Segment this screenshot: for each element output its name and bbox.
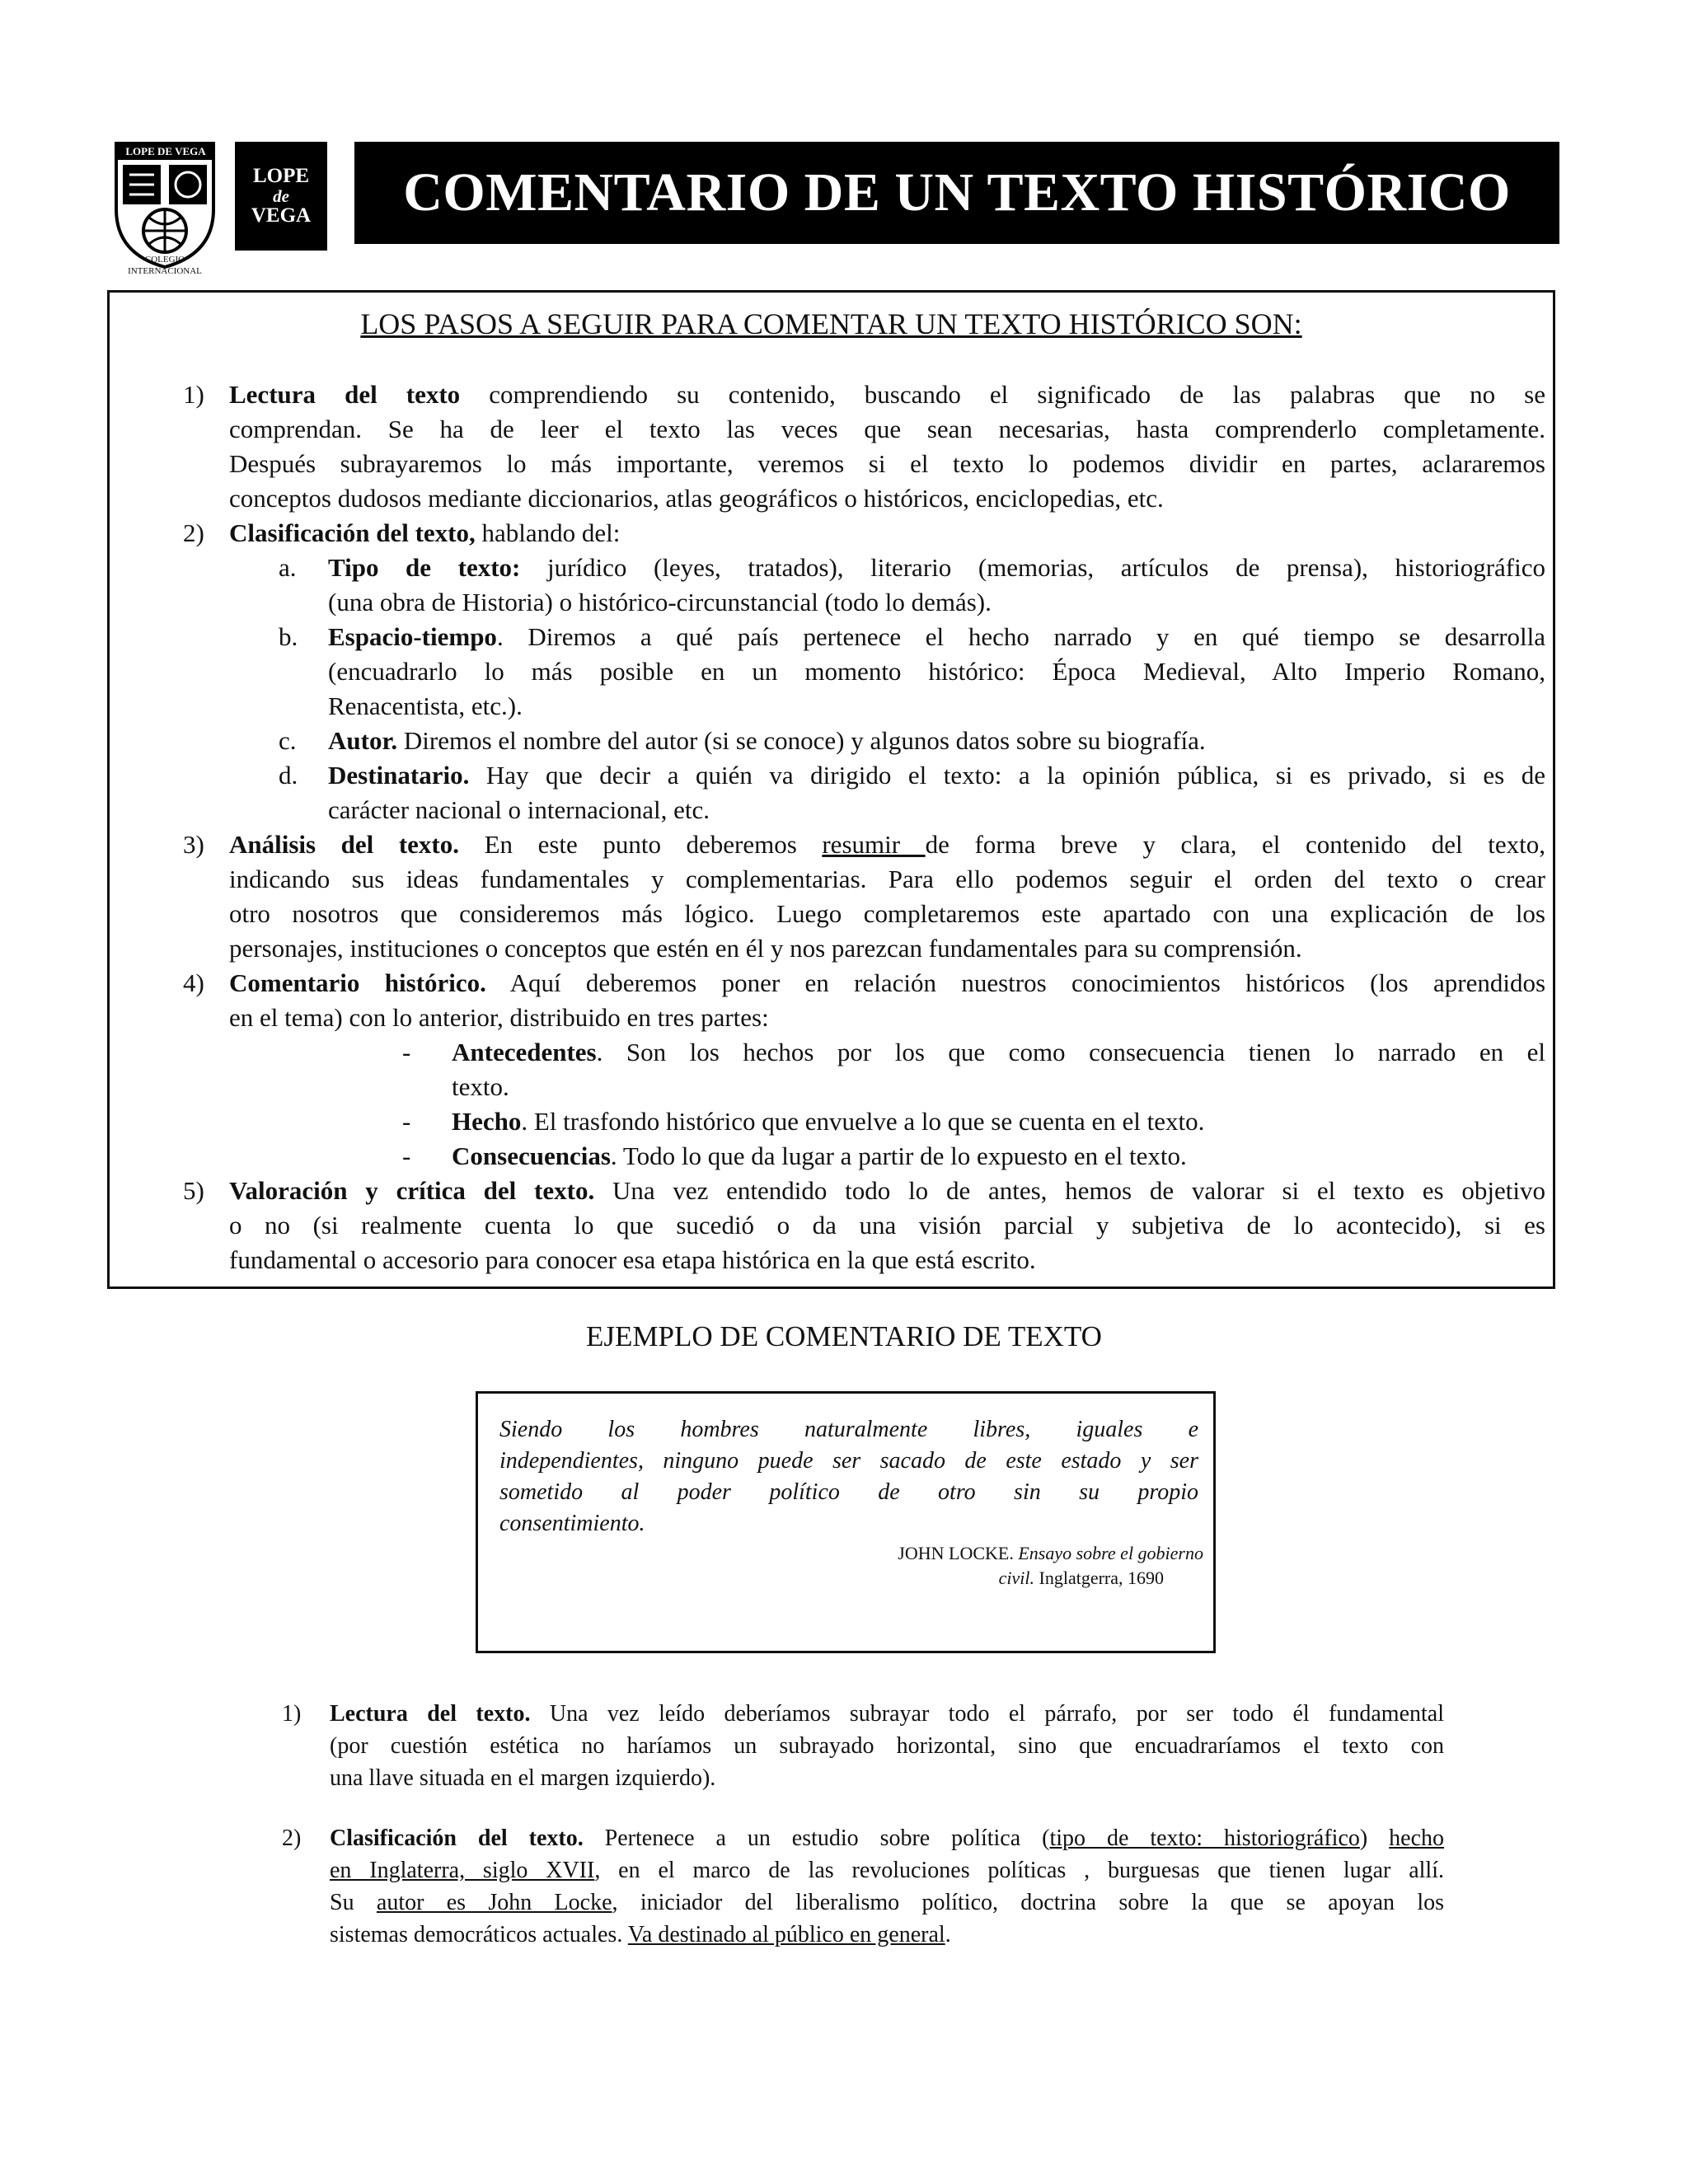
bullet-dash: - xyxy=(402,1141,411,1170)
seal-bottom-text: COLEGIO INTERNACIONAL xyxy=(128,255,202,276)
antecedentes-line-1: Antecedentes. Son los hechos por los que como consecuencia tienen lo narrado en el xyxy=(452,1038,1545,1066)
logo-line-2: de xyxy=(273,185,289,206)
item-a-line-2: (una obra de Historia) o histórico-circunstancial (todo lo demás). xyxy=(328,588,992,616)
step-3-line-1: Análisis del texto. En este punto deberemos resumir de forma breve y clara, el contenido del texto, xyxy=(229,830,1545,859)
bullet-dash: - xyxy=(402,1107,411,1136)
step-1-line-3: Después subrayaremos lo más importante, veremos si el texto lo podemos dividir en partes, aclararemos xyxy=(229,449,1545,478)
item-a-line-1: Tipo de texto: jurídico (leyes, tratados), literario (memorias, artículos de prensa), historiográfico xyxy=(328,553,1545,582)
example-2-line-3: Su autor es John Locke, iniciador del liberalismo político, doctrina sobre la que se apoyan los xyxy=(330,1890,1445,1915)
lope-de-vega-logo xyxy=(235,142,327,251)
item-b-line-1: Espacio-tiempo. Diremos a qué país pertenece el hecho narrado y en qué tiempo se desarrolla xyxy=(328,622,1545,651)
item-d-line-2: carácter nacional o internacional, etc. xyxy=(328,795,710,824)
item-c-line-1: Autor. Diremos el nombre del autor (si se conoce) y algunos datos sobre su biografía. xyxy=(328,726,1206,755)
step-2-number: 2) xyxy=(183,518,204,547)
example-1-line-1: Lectura del texto. Una vez leído deberíamos subrayar todo el párrafo, por ser todo él fundamental xyxy=(330,1701,1445,1727)
consecuencias-line: Consecuencias. Todo lo que da lugar a partir de lo expuesto en el texto. xyxy=(452,1141,1187,1170)
step-4-line-2: en el tema) con lo anterior, distribuido en tres partes: xyxy=(229,1003,769,1032)
seal-top-text: LOPE DE VEGA xyxy=(125,145,206,157)
citation-author: JOHN LOCKE. xyxy=(898,1543,1019,1563)
antecedentes-title: Antecedentes xyxy=(452,1038,597,1066)
quote-citation-line-1 xyxy=(676,1541,1203,1566)
underlined-author: autor es John Locke xyxy=(376,1890,612,1915)
step-5-line-3: fundamental o accesorio para conocer esa etapa histórica en la que está escrito. xyxy=(229,1245,1036,1274)
example-1-title: Lectura del texto. xyxy=(330,1701,531,1727)
item-d-marker: d. xyxy=(279,761,298,790)
example-2-number: 2) xyxy=(282,1825,302,1851)
item-d-line-1: Destinatario. Hay que decir a quién va dirigido el texto: a la opinión pública, si es privado, si es de xyxy=(328,761,1545,790)
example-2-line-4: sistemas democráticos actuales. Va destinado al público en general. xyxy=(330,1922,951,1947)
step-4-line-1: Comentario histórico. Aquí deberemos poner en relación nuestros conocimientos históricos (los aprendidos xyxy=(229,968,1546,997)
consecuencias-title: Consecuencias xyxy=(452,1141,611,1170)
step-3-number: 3) xyxy=(183,830,204,859)
step-5-line-1: Valoración y crítica del texto. Una vez entendido todo lo de antes, hemos de valorar si el texto es objetivo xyxy=(229,1176,1545,1205)
item-b-line-2: (encuadrarlo lo más posible en un momento histórico: Época Medieval, Alto Imperio Romano, xyxy=(328,657,1545,686)
item-c-marker: c. xyxy=(279,726,297,755)
step-3-line-2: indicando sus ideas fundamentales y complementarias. Para ello podemos seguir el orden del texto o crear xyxy=(229,865,1545,893)
quote-line-3: sometido al poder político de otro sin su propio xyxy=(499,1479,1198,1505)
antecedentes-line-2: texto. xyxy=(452,1072,509,1101)
example-heading: EJEMPLO DE COMENTARIO DE TEXTO xyxy=(586,1320,1102,1352)
item-a-marker: a. xyxy=(279,553,297,582)
step-5-line-2: o no (si realmente cuenta lo que sucedió o da una visión parcial y subjetiva de lo acontecido), si es xyxy=(229,1211,1545,1240)
step-3-title: Análisis del texto. xyxy=(229,830,459,859)
underlined-hecho: hecho xyxy=(1389,1825,1445,1851)
example-2-title: Clasificación del texto. xyxy=(330,1825,584,1851)
underlined-place-time: en Inglaterra, siglo XVII xyxy=(330,1858,595,1883)
bullet-dash: - xyxy=(402,1038,411,1066)
step-1-line-4: conceptos dudosos mediante diccionarios, atlas geográficos o históricos, enciclopedias, etc. xyxy=(229,484,1164,513)
underlined-resumir: resumir xyxy=(822,830,926,859)
hecho-title: Hecho xyxy=(452,1107,522,1136)
steps-heading: LOS PASOS A SEGUIR PARA COMENTAR UN TEXTO HISTÓRICO SON: xyxy=(360,307,1302,340)
quote-line-2: independientes, ninguno puede ser sacado de este estado y ser xyxy=(499,1448,1198,1474)
example-1-number: 1) xyxy=(282,1701,302,1727)
citation-place: Inglatgerra, 1690 xyxy=(1034,1568,1164,1588)
hecho-line: Hecho. El trasfondo histórico que envuelve a lo que se cuenta en el texto. xyxy=(452,1107,1205,1136)
quote-line-1: Siendo los hombres naturalmente libres, iguales e xyxy=(499,1417,1198,1442)
page-title-bar xyxy=(354,142,1559,244)
item-d-title: Destinatario. xyxy=(328,761,470,790)
step-1-title: Lectura del texto xyxy=(229,380,461,409)
school-seal-logo xyxy=(111,138,218,276)
example-1-line-3: una llave situada en el margen izquierdo). xyxy=(330,1765,716,1791)
step-5-title: Valoración y crítica del texto. xyxy=(229,1176,595,1205)
step-2-title: Clasificación del texto, xyxy=(229,518,476,547)
step-1-line-2: comprendan. Se ha de leer el texto las veces que sean necesarias, hasta comprenderlo completamente. xyxy=(229,415,1545,443)
example-2-line-2: en Inglaterra, siglo XVII, en el marco de las revoluciones políticas , burguesas que tienen lugar allí. xyxy=(330,1858,1444,1883)
step-3-line-4: personajes, instituciones o conceptos que estén en él y nos parezcan fundamentales para su comprensión. xyxy=(229,934,1302,963)
underlined-text-type: tipo de texto: historiográfico xyxy=(1049,1825,1360,1851)
example-1-line-2: (por cuestión estética no haríamos un subrayado horizontal, sino que encuadraríamos el texto con xyxy=(330,1733,1444,1759)
step-3-line-3: otro nosotros que consideremos más lógico. Luego completaremos este apartado con una explicación de los xyxy=(229,899,1545,928)
step-4-title: Comentario histórico. xyxy=(229,968,486,997)
logo-line-1: LOPE xyxy=(252,164,310,187)
example-2-line-1: Clasificación del texto. Pertenece a un estudio sobre política (tipo de texto: historiográfico) hecho xyxy=(330,1825,1445,1851)
step-1-number: 1) xyxy=(183,380,204,409)
citation-work: Ensayo sobre el gobierno xyxy=(1018,1543,1203,1563)
item-a-title: Tipo de texto: xyxy=(328,553,521,582)
item-b-line-3: Renacentista, etc.). xyxy=(328,691,523,720)
quote-citation-line-2: civil. Inglatgerra, 1690 xyxy=(998,1568,1164,1588)
step-1-line-1: Lectura del texto comprendiendo su contenido, buscando el significado de las palabras que no se xyxy=(229,380,1545,409)
step-5-number: 5) xyxy=(183,1176,204,1205)
quote-line-4: consentimiento. xyxy=(499,1511,645,1536)
page-title: COMENTARIO DE UN TEXTO HISTÓRICO xyxy=(403,162,1511,223)
underlined-audience: Va destinado al público en general xyxy=(627,1922,945,1947)
logo-line-3: VEGA xyxy=(251,204,312,227)
item-b-marker: b. xyxy=(279,622,298,651)
item-c-title: Autor. xyxy=(328,726,398,755)
step-2-line-1: Clasificación del texto, hablando del: xyxy=(229,518,621,547)
step-4-number: 4) xyxy=(183,968,204,997)
item-b-title: Espacio-tiempo xyxy=(328,622,497,651)
